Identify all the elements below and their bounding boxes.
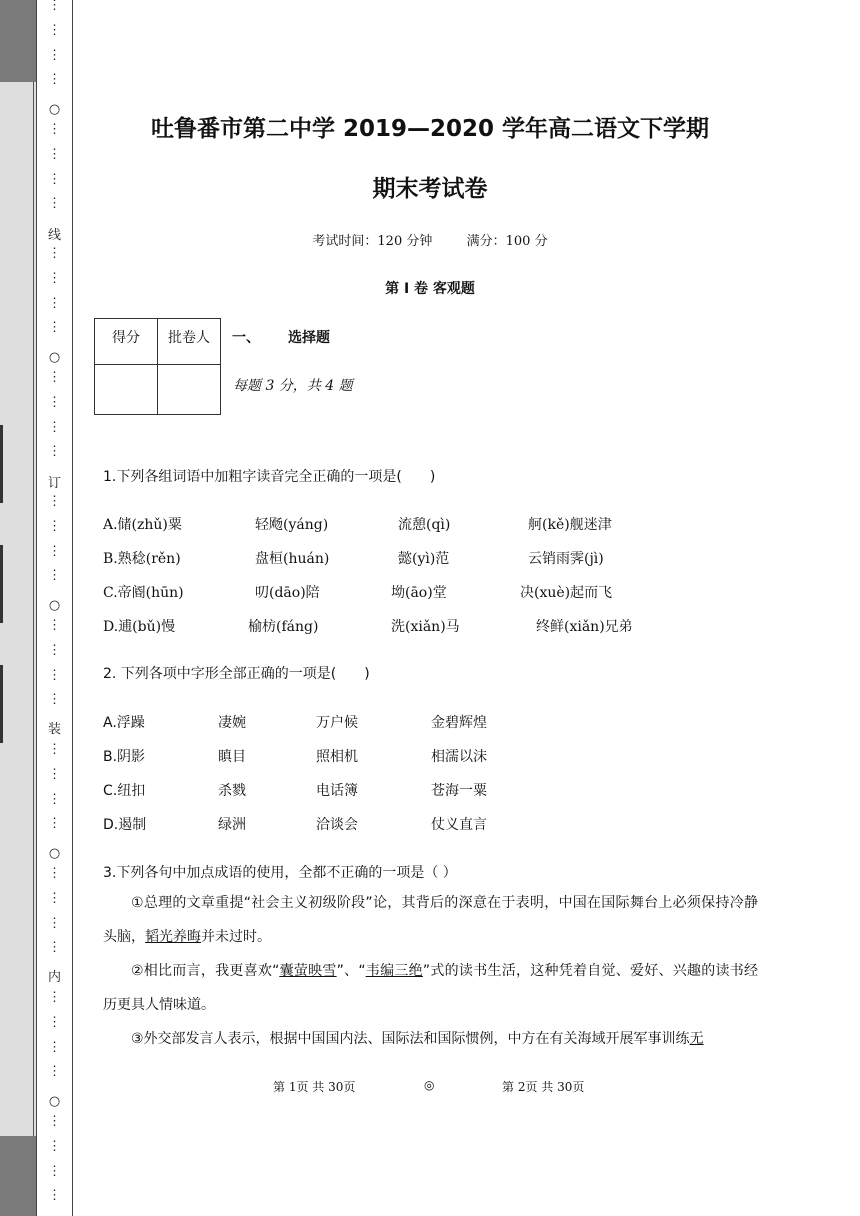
q3-sentence-3 bbox=[103, 1022, 758, 1056]
q1-option-b-3: 懿(yì)范 bbox=[398, 551, 450, 567]
gutter-edge bbox=[33, 82, 34, 1136]
binding-dot: ⋮ bbox=[48, 1164, 61, 1179]
q2-option-c-2: 杀戮 bbox=[218, 783, 246, 799]
q1-option-a-2: 轻飏(yáng) bbox=[255, 517, 329, 533]
full-score: 满分：100 分 bbox=[466, 234, 548, 249]
exam-time: 考试时间：120 分钟 bbox=[312, 234, 433, 249]
binding-gutter bbox=[0, 0, 36, 1216]
footer-mark: ◎ bbox=[424, 1078, 435, 1092]
q3-s2-idiom-1: 囊萤映雪 bbox=[279, 963, 337, 979]
q3-s3-text: ③外交部发言人表示，根据中国国内法、国际法和国际惯例，中方在有关海域开展军事训练 bbox=[131, 1031, 690, 1047]
q2-option-b-2: 瞋目 bbox=[218, 749, 246, 765]
binding-dot: ⋮ bbox=[48, 420, 61, 435]
binding-circle: ○ bbox=[48, 598, 61, 613]
binding-dot: ⋮ bbox=[48, 568, 61, 583]
binding-circle: ○ bbox=[48, 846, 61, 861]
q2-option-c-1: C.纽扣 bbox=[103, 783, 146, 799]
q1-option-a-3: 流憩(qì) bbox=[398, 517, 451, 533]
binding-label: 线 bbox=[47, 228, 61, 243]
grader-header: 批卷人 bbox=[158, 319, 221, 365]
q2-option-c-4: 苍海一粟 bbox=[431, 783, 487, 799]
q2-option-d-1: D.遏制 bbox=[103, 817, 147, 833]
q2-option-d-2: 绿洲 bbox=[218, 817, 246, 833]
binding-dot: ⋮ bbox=[48, 0, 61, 13]
grader-cell bbox=[158, 365, 221, 415]
q3-sentence-2 bbox=[103, 954, 758, 1022]
binding-dot: ⋮ bbox=[48, 1015, 61, 1030]
section-name: 选择题 bbox=[288, 330, 330, 346]
binding-dot: ⋮ bbox=[48, 767, 61, 782]
q3-s3-idiom: 无 bbox=[689, 1031, 704, 1047]
binding-dot: ⋮ bbox=[48, 643, 61, 658]
footer-page-right: 第 2页 共 30页 bbox=[502, 1080, 585, 1094]
q2-option-a-2: 凄婉 bbox=[218, 715, 246, 731]
binding-dot: ⋮ bbox=[48, 395, 61, 410]
q3-s1-text: ①总理的文章重提“社会主义初级阶段”论，其背后的深意在于表明，中国在国际舞台上必须保持冷静头脑， bbox=[103, 895, 758, 945]
page-title-line2: 期末考试卷 bbox=[372, 176, 488, 202]
q2-option-a-4: 金碧辉煌 bbox=[431, 715, 487, 731]
binding-dot: ⋮ bbox=[48, 742, 61, 757]
q2-option-b-1: B.阴影 bbox=[103, 749, 146, 765]
q1-option-d-1: D.逋(bǔ)慢 bbox=[103, 619, 176, 635]
q3-s2-idiom-2: 韦编三绝 bbox=[365, 963, 423, 979]
q2-option-b-3: 照相机 bbox=[316, 749, 358, 765]
binding-dot: ⋮ bbox=[48, 271, 61, 286]
binding-dot: ⋮ bbox=[48, 916, 61, 931]
gutter-mark bbox=[0, 425, 3, 503]
binding-dot: ⋮ bbox=[48, 544, 61, 559]
binding-dot: ⋮ bbox=[48, 668, 61, 683]
binding-dot: ⋮ bbox=[48, 692, 61, 707]
score-table bbox=[94, 318, 221, 415]
q1-option-c-1: C.帝阍(hūn) bbox=[103, 585, 184, 601]
binding-dot: ⋮ bbox=[48, 891, 61, 906]
q1-option-c-2: 叨(dāo)陪 bbox=[255, 585, 320, 601]
q1-option-b-1: B.熟稔(rěn) bbox=[103, 551, 181, 567]
binding-dot: ⋮ bbox=[48, 444, 61, 459]
binding-dot: ⋮ bbox=[48, 1064, 61, 1079]
score-cell bbox=[95, 365, 158, 415]
binding-label: 订 bbox=[47, 476, 61, 491]
binding-dot: ⋮ bbox=[48, 147, 61, 162]
q1-option-d-2: 榆枋(fáng) bbox=[248, 619, 319, 635]
score-header: 得分 bbox=[95, 319, 158, 365]
binding-label: 内 bbox=[47, 970, 61, 985]
binding-dot: ⋮ bbox=[48, 792, 61, 807]
binding-dot: ⋮ bbox=[48, 519, 61, 534]
binding-dot: ⋮ bbox=[48, 23, 61, 38]
question-1-stem: 1.下列各组词语中加粗字读音完全正确的一项是( ) bbox=[103, 469, 436, 485]
binding-dot: ⋮ bbox=[48, 48, 61, 63]
binding-circle: ○ bbox=[48, 1094, 61, 1109]
q3-s2-text-c: ”式的读书生活，这种凭着自觉、爱好、兴趣的读书经历更具人情味道。 bbox=[103, 963, 759, 1013]
binding-dot: ⋮ bbox=[48, 370, 61, 385]
q1-option-d-4: 终鲜(xiǎn)兄弟 bbox=[536, 619, 633, 635]
exam-info bbox=[80, 230, 780, 249]
part-title: 第 I 卷 客观题 bbox=[385, 281, 475, 297]
binding-dot: ⋮ bbox=[48, 816, 61, 831]
q1-option-a-1: A.储(zhǔ)粟 bbox=[103, 517, 182, 533]
binding-line bbox=[37, 0, 72, 1216]
binding-dot: ⋮ bbox=[48, 72, 61, 87]
binding-dot: ⋮ bbox=[48, 122, 61, 137]
q3-sentence-1 bbox=[103, 886, 758, 954]
binding-dot: ⋮ bbox=[48, 172, 61, 187]
binding-border-line bbox=[72, 0, 73, 1216]
q1-option-b-4: 云销雨霁(jì) bbox=[528, 551, 604, 567]
question-3-passage bbox=[103, 886, 758, 1056]
q2-option-d-4: 仗义直言 bbox=[431, 817, 487, 833]
binding-circle: ○ bbox=[48, 102, 61, 117]
binding-dot: ⋮ bbox=[48, 1040, 61, 1055]
q3-s2-text-b: ”、“ bbox=[336, 963, 366, 979]
binding-dot: ⋮ bbox=[48, 494, 61, 509]
binding-circle: ○ bbox=[48, 350, 61, 365]
q1-option-c-3: 坳(āo)堂 bbox=[391, 585, 447, 601]
question-2-stem: 2. 下列各项中字形全部正确的一项是( ) bbox=[103, 666, 370, 682]
gutter-mark bbox=[0, 545, 3, 623]
binding-dot: ⋮ bbox=[48, 618, 61, 633]
q1-option-b-2: 盘桓(huán) bbox=[255, 551, 330, 567]
gutter-dark-block-bottom bbox=[0, 1136, 36, 1216]
binding-dot: ⋮ bbox=[48, 296, 61, 311]
section-number: 一、 bbox=[232, 330, 260, 346]
section-note: 每题 3 分，共 4 题 bbox=[233, 378, 353, 394]
gutter-mark bbox=[0, 665, 3, 743]
binding-dot: ⋮ bbox=[48, 320, 61, 335]
q1-option-a-4: 舸(kě)舰迷津 bbox=[528, 517, 612, 533]
binding-dot: ⋮ bbox=[48, 1188, 61, 1203]
binding-dot: ⋮ bbox=[48, 940, 61, 955]
q1-option-d-3: 洗(xiǎn)马 bbox=[391, 619, 460, 635]
binding-label: 装 bbox=[47, 722, 61, 737]
q3-s1-tail: 并未过时。 bbox=[201, 929, 271, 945]
q2-option-d-3: 洽谈会 bbox=[316, 817, 358, 833]
q2-option-a-3: 万户候 bbox=[316, 715, 358, 731]
q2-option-b-4: 相濡以沫 bbox=[431, 749, 487, 765]
binding-dot: ⋮ bbox=[48, 866, 61, 881]
section-heading bbox=[232, 327, 330, 347]
q2-option-a-1: A.浮躁 bbox=[103, 715, 145, 731]
q3-s1-idiom: 韬光养晦 bbox=[145, 929, 201, 945]
binding-dot: ⋮ bbox=[48, 1139, 61, 1154]
footer-page-left: 第 1页 共 30页 bbox=[273, 1080, 356, 1094]
page-title-line1: 吐鲁番市第二中学 2019—2020 学年高二语文下学期 bbox=[150, 116, 710, 142]
binding-dot: ⋮ bbox=[48, 196, 61, 211]
q1-option-c-4: 决(xuè)起而飞 bbox=[520, 585, 613, 601]
question-3-stem: 3.下列各句中加点成语的使用，全都不正确的一项是（ ） bbox=[103, 865, 457, 881]
binding-dot: ⋮ bbox=[48, 990, 61, 1005]
binding-dot: ⋮ bbox=[48, 1114, 61, 1129]
gutter-dark-block-top bbox=[0, 0, 36, 82]
q3-s2-text-a: ②相比而言，我更喜欢“ bbox=[131, 963, 280, 979]
binding-dot: ⋮ bbox=[48, 246, 61, 261]
q2-option-c-3: 电话簿 bbox=[316, 783, 358, 799]
